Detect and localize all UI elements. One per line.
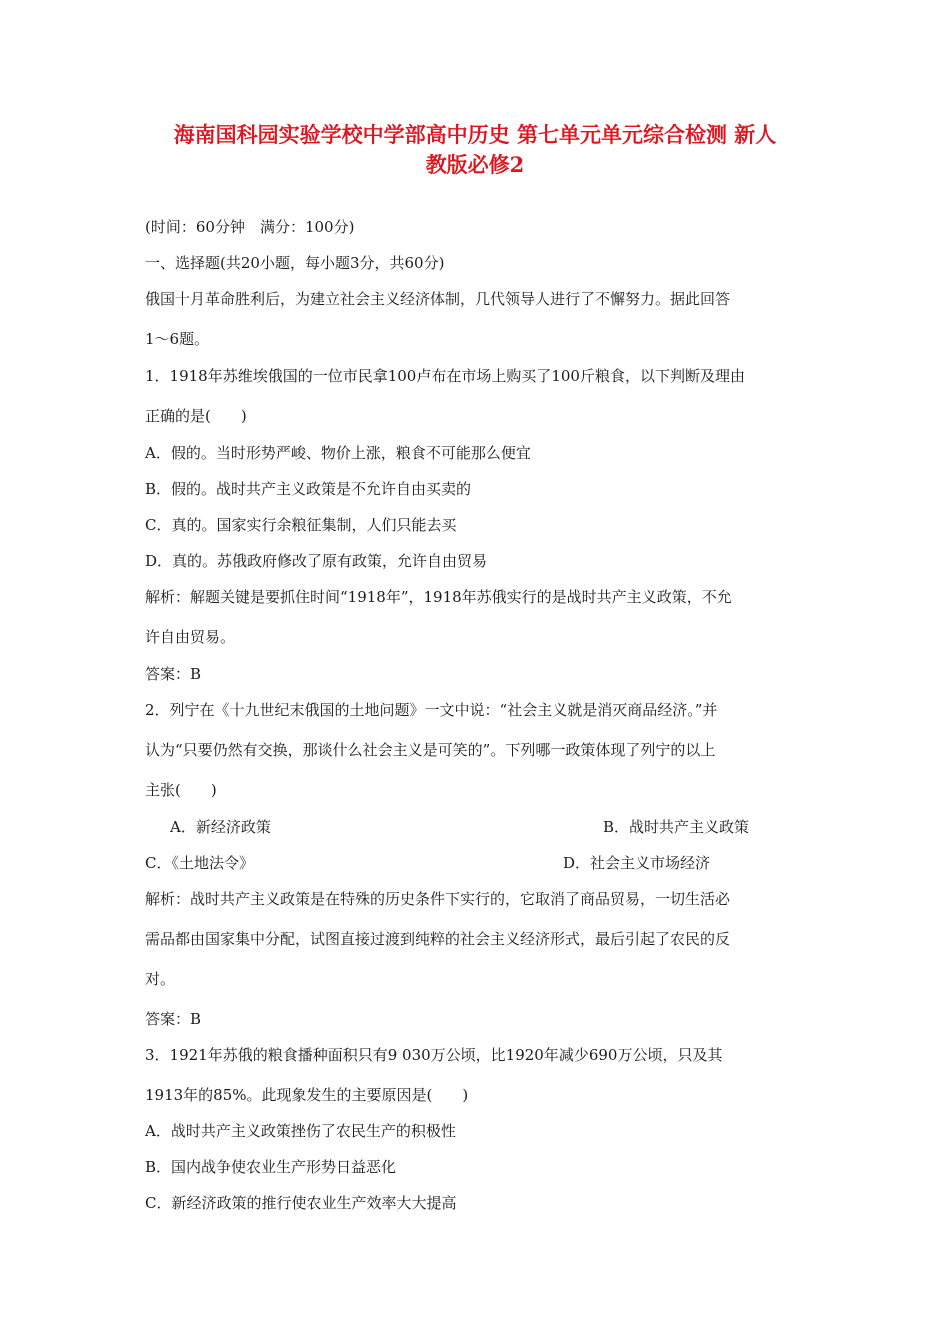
q1-analysis-line-1: 解析：解题关键是要抓住时间“1918年”，1918年苏俄实行的是战时共产主义政策，不允 bbox=[145, 588, 732, 606]
q1-option-b: B．假的。战时共产主义政策是不允许自由买卖的 bbox=[145, 480, 472, 498]
time-info: (时间：60分钟 满分：100分) bbox=[145, 218, 355, 236]
q2-stem-line-3: 主张( ) bbox=[145, 781, 217, 799]
q1-answer: 答案：B bbox=[145, 665, 202, 683]
q2-stem-line-2: 认为“只要仍然有交换，那谈什么社会主义是可笑的”。下列哪一政策体现了列宁的以上 bbox=[145, 741, 716, 759]
q1-stem-line-1: 1．1918年苏维埃俄国的一位市民拿100卢布在市场上购买了100斤粮食，以下判断及理由 bbox=[145, 367, 745, 385]
intro-line-2: 1～6题。 bbox=[145, 330, 210, 348]
q1-analysis-line-2: 许自由贸易。 bbox=[145, 628, 236, 646]
q2-option-b: B．战时共产主义政策 bbox=[603, 818, 750, 836]
q3-stem-line-2: 1913年的85%。此现象发生的主要原因是( ) bbox=[145, 1086, 469, 1104]
q2-analysis-line-3: 对。 bbox=[145, 970, 176, 988]
q2-option-a: A．新经济政策 bbox=[170, 818, 271, 836]
q3-option-c: C．新经济政策的推行使农业生产效率大大提高 bbox=[145, 1194, 457, 1212]
q2-answer: 答案：B bbox=[145, 1010, 202, 1028]
intro-line-1: 俄国十月革命胜利后，为建立社会主义经济体制，几代领导人进行了不懈努力。据此回答 bbox=[145, 290, 731, 308]
title-line-2: 教版必修2 bbox=[425, 152, 525, 177]
document-title bbox=[140, 120, 810, 180]
section-heading: 一、选择题(共20小题，每小题3分，共60分) bbox=[145, 254, 445, 272]
q3-option-a: A．战时共产主义政策挫伤了农民生产的积极性 bbox=[145, 1122, 456, 1140]
q2-option-d: D．社会主义市场经济 bbox=[563, 854, 711, 872]
q2-stem-line-1: 2．列宁在《十九世纪末俄国的土地问题》一文中说：“社会主义就是消灭商品经济。”并 bbox=[145, 701, 718, 719]
q3-stem-line-1: 3．1921年苏俄的粮食播种面积只有9 030万公顷，比1920年减少690万公顷，只及其 bbox=[145, 1046, 723, 1064]
q1-stem-line-2: 正确的是( ) bbox=[145, 407, 247, 425]
q2-option-c: C．《土地法令》 bbox=[145, 854, 254, 872]
title-line-1: 海南国科园实验学校中学部高中历史 第七单元单元综合检测 新人 bbox=[173, 122, 777, 147]
q1-option-a: A．假的。当时形势严峻、物价上涨，粮食不可能那么便宜 bbox=[145, 444, 531, 462]
q1-option-c: C．真的。国家实行余粮征集制，人们只能去买 bbox=[145, 516, 457, 534]
q1-option-d: D．真的。苏俄政府修改了原有政策，允许自由贸易 bbox=[145, 552, 488, 570]
q2-analysis-line-2: 需品都由国家集中分配，试图直接过渡到纯粹的社会主义经济形式，最后引起了农民的反 bbox=[145, 930, 731, 948]
q2-analysis-line-1: 解析：战时共产主义政策是在特殊的历史条件下实行的，它取消了商品贸易，一切生活必 bbox=[145, 890, 731, 908]
q3-option-b: B．国内战争使农业生产形势日益恶化 bbox=[145, 1158, 397, 1176]
